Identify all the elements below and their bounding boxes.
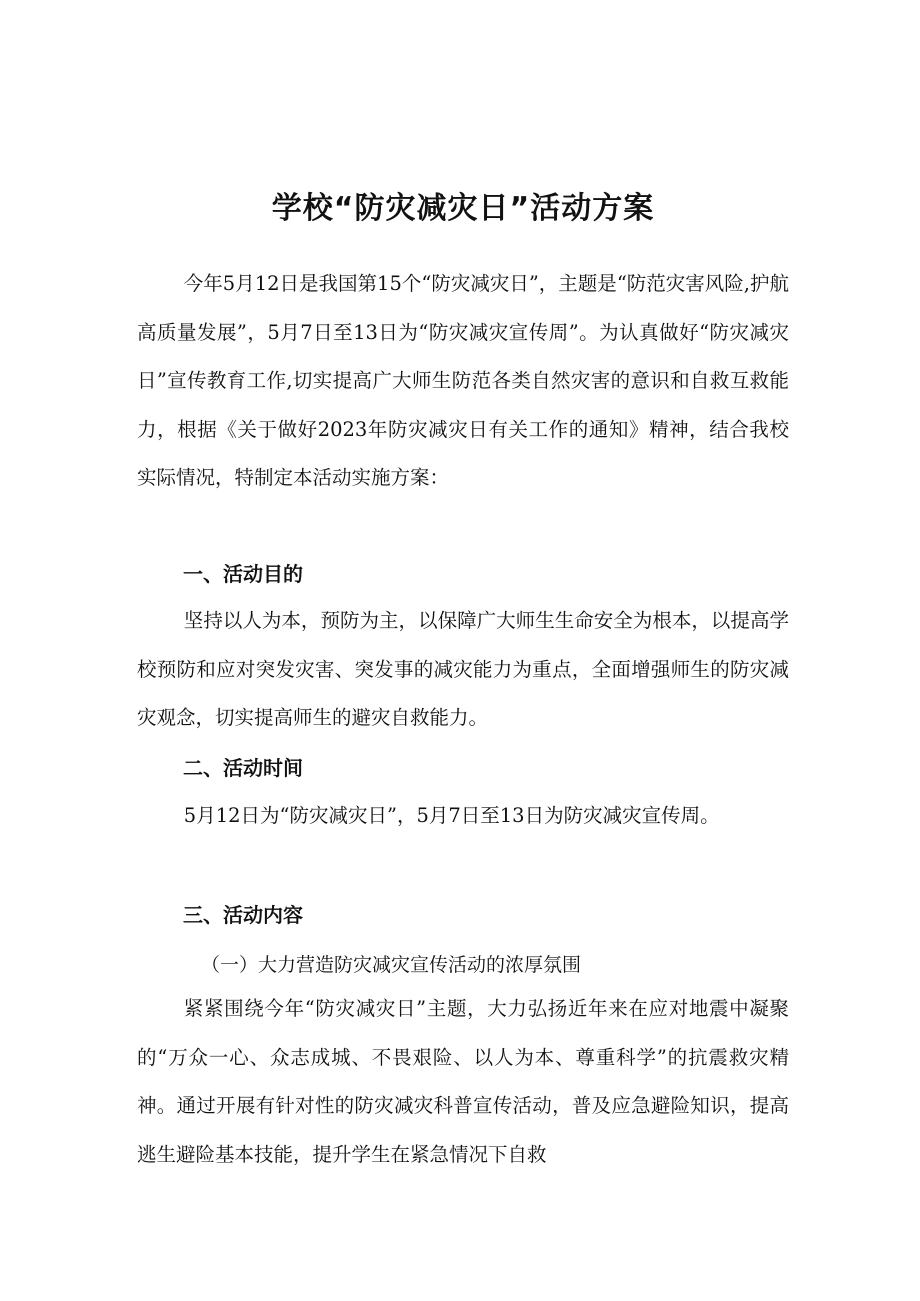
intro-paragraph: 今年5月12日是我国第15个“防灾减灾日”，主题是“防范灾害风险,护航高质量发展”，5月7日至13日为“防灾减灾宣传周”。为认真做好“防灾减灾日”宣传教育工作,切实提高广大师生防范各类自然灾害的意识和自救互救能力，根据《关于做好2023年防灾减灾日有关工作的通知》精神，结合我校实际情况，特制定本活动实施方案： [137, 272, 789, 489]
section-heading-purpose: 一、活动目的 [183, 562, 303, 586]
section-heading-time: 二、活动时间 [183, 756, 303, 780]
section-body-content: 紧紧围绕今年“防灾减灾日”主题，大力弘扬近年来在应对地震中凝聚的“万众一心、众志成城、不畏艰险、以人为本、尊重科学”的抗震救灾精神。通过开展有针对性的防灾减灾科普宣传活动，普及应急避险知识，提高逃生避险基本技能，提升学生在紧急情况下自救 [137, 997, 789, 1166]
section-subheading-content: （一）大力营造防灾减灾宣传活动的浓厚氛围 [201, 954, 582, 976]
document-title: 学校“防灾减灾日”活动方案 [271, 191, 655, 227]
section-heading-content: 三、活动内容 [183, 903, 303, 927]
section-body-time: 5月12日为“防灾减灾日”，5月7日至13日为防灾减灾宣传周。 [183, 804, 720, 827]
section-body-purpose: 坚持以人为本，预防为主，以保障广大师生生命安全为根本，以提高学校预防和应对突发灾害、突发事的减灾能力为重点，全面增强师生的防灾减灾观念，切实提高师生的避灾自救能力。 [137, 609, 789, 729]
